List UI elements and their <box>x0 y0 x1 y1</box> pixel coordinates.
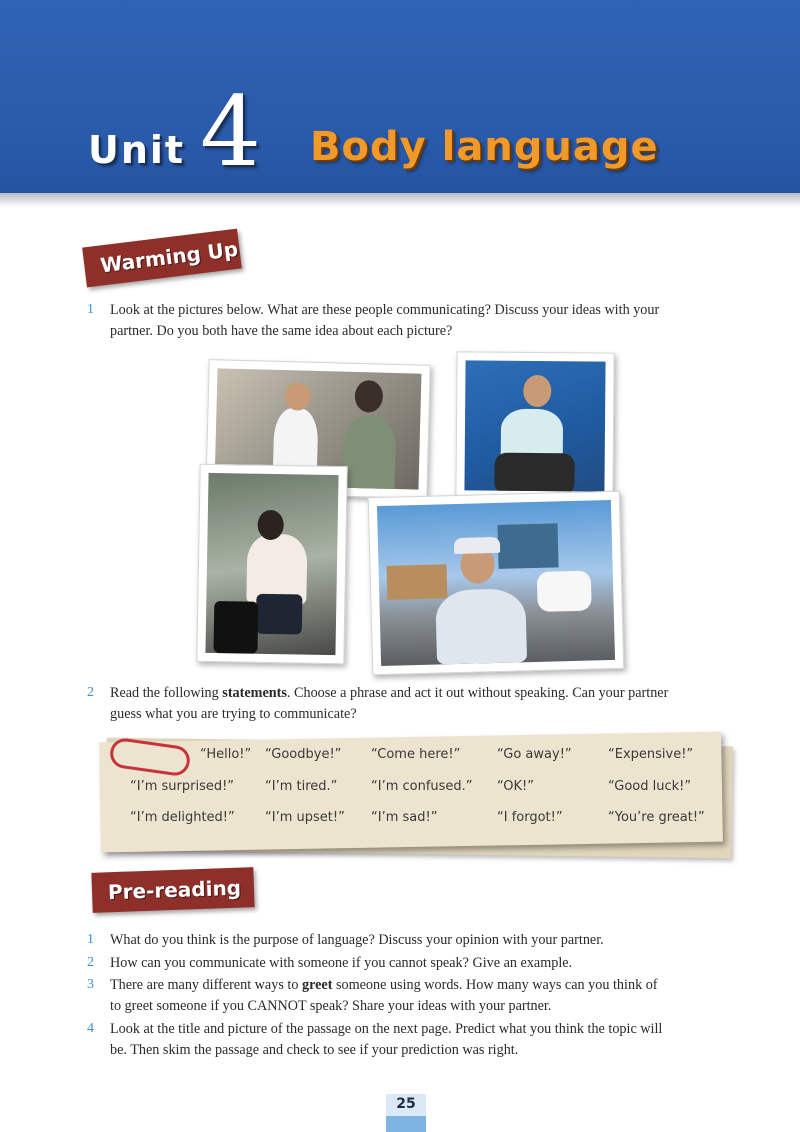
pre-reading-3-line-2: to greet someone if you CANNOT speak? Share your ideas with your partner. <box>110 998 552 1014</box>
phrase-expensive: “Expensive!” <box>608 747 694 762</box>
pre-reading-3-keyword: greet <box>301 977 333 993</box>
pre-reading-1-number: 1 <box>87 932 94 947</box>
woman-head <box>354 380 383 413</box>
question-2-number: 2 <box>87 685 94 700</box>
unit-banner <box>0 0 800 193</box>
question-1-line-1: Look at the pictures below. What are these people communicating? Discuss your ideas with your <box>110 302 660 318</box>
question-2-text <box>110 683 750 725</box>
unit-label: Unit <box>88 128 186 172</box>
banner-shadow <box>0 193 800 207</box>
phrase-surprised: “I’m surprised!” <box>130 779 235 794</box>
building <box>497 523 558 569</box>
pre-reading-tag <box>91 867 254 913</box>
warming-up-label: Warming Up <box>98 236 240 278</box>
phrase-come-here: “Come here!” <box>371 747 461 762</box>
question-1-line-2: partner. Do you both have the same idea about each picture? <box>110 323 453 339</box>
question-2-line-2: guess what you are trying to communicate? <box>110 706 357 722</box>
pre-reading-1-text: What do you think is the purpose of language? Discuss your opinion with your partner. <box>110 932 604 948</box>
suitcase <box>213 601 258 654</box>
pre-reading-2-text: How can you communicate with someone if you cannot speak? Give an example. <box>110 955 573 971</box>
unit-number: 4 <box>200 76 262 188</box>
photo-scene <box>205 473 338 655</box>
photo-scene <box>464 360 605 491</box>
pre-reading-label: Pre-reading <box>107 875 242 905</box>
phrase-tired: “I’m tired.” <box>265 779 338 794</box>
phrase-upset: “I’m upset!” <box>265 810 345 825</box>
question-2-line-1 <box>110 683 750 704</box>
pre-reading-2-number: 2 <box>87 955 94 970</box>
phrase-forgot: “I forgot!” <box>497 810 563 825</box>
phrase-hello: “Hello!” <box>200 747 252 762</box>
boy-head <box>284 382 311 411</box>
officer-cap <box>454 537 500 554</box>
warming-up-tag <box>82 229 242 288</box>
pre-reading-3-number: 3 <box>87 977 94 992</box>
pre-reading-3-post: someone using words. How many ways can you think of <box>332 977 658 993</box>
pre-reading-4-number: 4 <box>87 1021 94 1036</box>
phrase-goodbye: “Goodbye!” <box>265 747 342 762</box>
question-1-text <box>110 300 750 342</box>
phrase-go-away: “Go away!” <box>497 747 572 762</box>
photo-scene <box>377 500 615 666</box>
pre-reading-4-line-2: be. Then skim the passage and check to see if your prediction was right. <box>110 1042 519 1058</box>
question-2-keyword: statements <box>222 685 287 701</box>
phrase-sad: “I’m sad!” <box>371 810 438 825</box>
man-trousers <box>494 453 574 492</box>
unit-title: Body language <box>310 124 659 170</box>
phrase-ok: “OK!” <box>497 779 534 794</box>
phrase-good-luck: “Good luck!” <box>608 779 692 794</box>
pre-reading-3-line-1 <box>110 975 750 996</box>
pre-reading-3-text <box>110 975 750 1017</box>
photo-traffic-officer <box>368 491 625 676</box>
woman-figure <box>342 416 396 490</box>
question-2-pre: Read the following <box>110 685 223 701</box>
photo-thinking-man <box>455 351 614 500</box>
photo-woman-suitcase <box>196 464 347 665</box>
page-number: 25 <box>396 1096 416 1112</box>
pre-reading-4-line-1: Look at the title and picture of the passage on the next page. Predict what you think the topic will <box>110 1021 663 1037</box>
question-1-number: 1 <box>87 302 94 317</box>
page-number-box <box>386 1094 426 1132</box>
officer-uniform <box>435 588 527 664</box>
question-2-post: . Choose a phrase and act it out without speaking. Can your partner <box>286 685 669 701</box>
pre-reading-3-pre: There are many different ways to <box>110 977 302 993</box>
phrase-delighted: “I’m delighted!” <box>130 810 235 825</box>
building-left <box>387 564 448 600</box>
white-glove <box>537 571 592 612</box>
phrase-confused: “I’m confused.” <box>371 779 473 794</box>
pre-reading-4-text <box>110 1019 750 1061</box>
man-head <box>523 375 551 407</box>
woman-skirt <box>256 594 303 635</box>
phrase-youre-great: “You’re great!” <box>608 810 705 825</box>
